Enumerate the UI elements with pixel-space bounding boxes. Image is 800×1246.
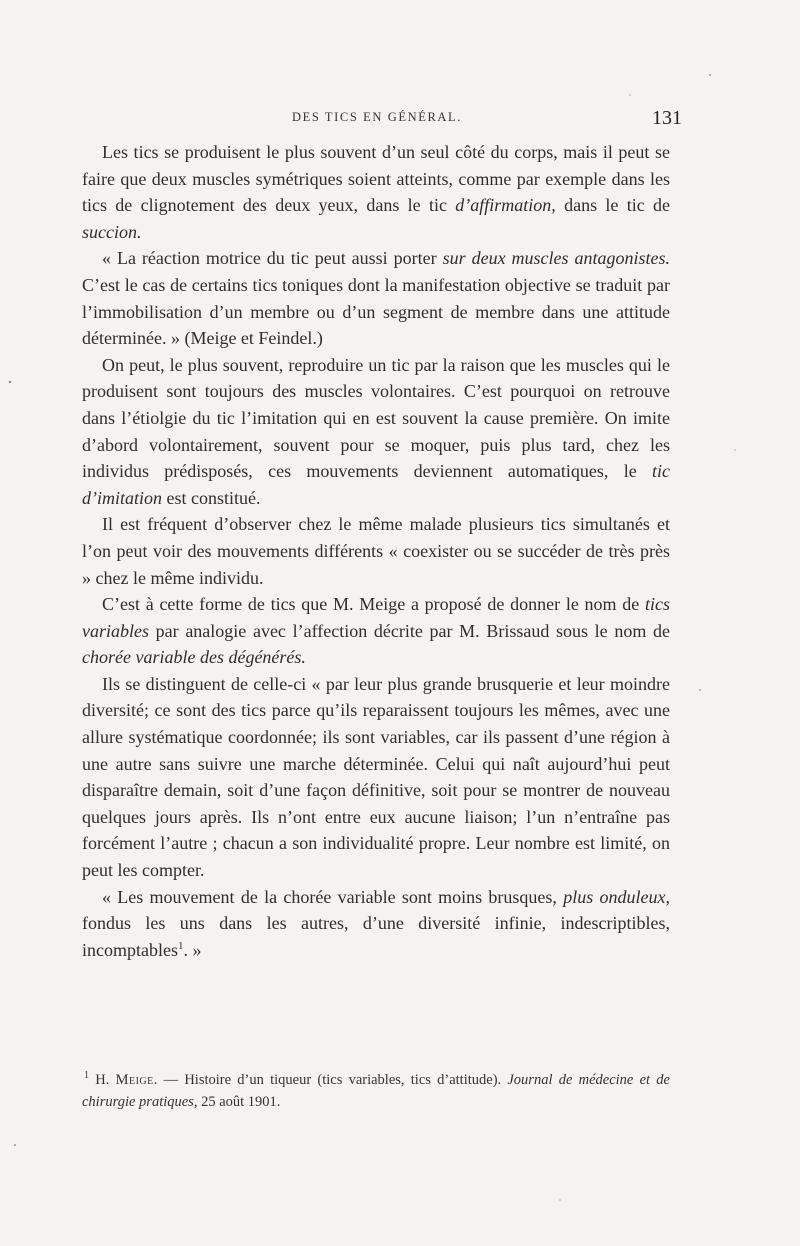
paragraph-5: C’est à cette forme de tics que M. Meige a proposé de donner le nom de tics variables par analogie avec l’affection décrite par M. Brissaud sous le nom de chorée variable des dégénérés. xyxy=(82,594,670,668)
paragraph-1: Les tics se produisent le plus souvent d’un seul côté du corps, mais il peut se faire que deux muscles symétriques soient atteints, comme par exemple dans les tics de clignotement des deux yeux, dans le tic d’affirmation, dans le tic de succion. xyxy=(82,142,671,242)
paragraph-4: Il est fréquent d’observer chez le même malade plusieurs tics simultanés et l’on peut voir des mouvements différents « coexister ou se succéder de très près » chez le même individu. xyxy=(82,514,670,588)
paragraph-3: On peut, le plus souvent, reproduire un tic par la raison que les muscles qui le produisent sont toujours des muscles volontaires. C’est pourquoi on retrouve dans l’étiolgie du tic l’imitation qui en est souvent la cause première. On imite d’abord volontairement, souvent pour se moquer, puis plus tard, chez les individus prédisposés, ces mouvements deviennent automatiques, le tic d’imitation est constitué. xyxy=(82,354,670,508)
footnote-marker: 1 xyxy=(84,1070,89,1081)
footnote-reference[interactable]: 1 xyxy=(177,939,184,952)
paragraph-2: « La réaction motrice du tic peut aussi porter sur deux muscles antagonistes. C’est le cas de certains tics toniques dont la manifestation objective se traduit par l’immobilisation d’un membre ou d’un segment de membre dans une attitude déterminée. » (Meige et Feindel.) xyxy=(82,248,670,349)
italic-phrase: tics variables xyxy=(82,594,670,641)
footnote-author: Meige xyxy=(115,1071,154,1088)
italic-phrase: chorée variable des dégénérés. xyxy=(82,647,306,668)
paragraph-6: Ils se distinguent de celle-ci « par leur plus grande brusquerie et leur moindre diversité; ce sont des tics parce qu’ils reparaissent toujours les mêmes, avec une allure systématique coordonnée; ils sont variables, car ils passent d’une région à une autre sans suivre une marche déterminée. Celui qui naît aujourd’hui peut disparaître demain, soit d’une façon définitive, soit pour se montrer de nouveau quelques jours après. Ils n’ont entre eux aucune liaison; l’un n’entraîne pas forcément l’autre ; chacun a son individualité propre. Leur nombre est limité, on peut les compter. xyxy=(82,673,670,881)
italic-phrase: plus onduleux, xyxy=(563,886,670,907)
paragraph-7: « Les mouvement de la chorée variable sont moins brusques, plus onduleux, fondus les uns dans les autres, d’une diversité infinie, indescriptibles, incomptables$^1$. » xyxy=(82,886,670,960)
page-number: 131 xyxy=(652,107,682,129)
footnote-journal: Journal de médecine et de chirurgie pratiques, xyxy=(82,1071,670,1110)
italic-phrase: sur deux muscles antagonistes. xyxy=(442,248,670,269)
running-head xyxy=(82,108,682,130)
footnote: $^1$ H. Meige. — Histoire d’un tiqueur (tics variables, tics d’attitude). Journal de médecine et de chirurgie pratiques, 25 août 1901. xyxy=(82,1070,670,1110)
italic-phrase: d’affirmation, xyxy=(455,195,556,216)
running-title: DES TICS EN GÉNÉRAL. xyxy=(292,110,462,124)
italic-phrase: tic d’imitation xyxy=(82,461,670,508)
italic-phrase: succion. xyxy=(82,221,142,242)
body-text xyxy=(82,139,670,963)
